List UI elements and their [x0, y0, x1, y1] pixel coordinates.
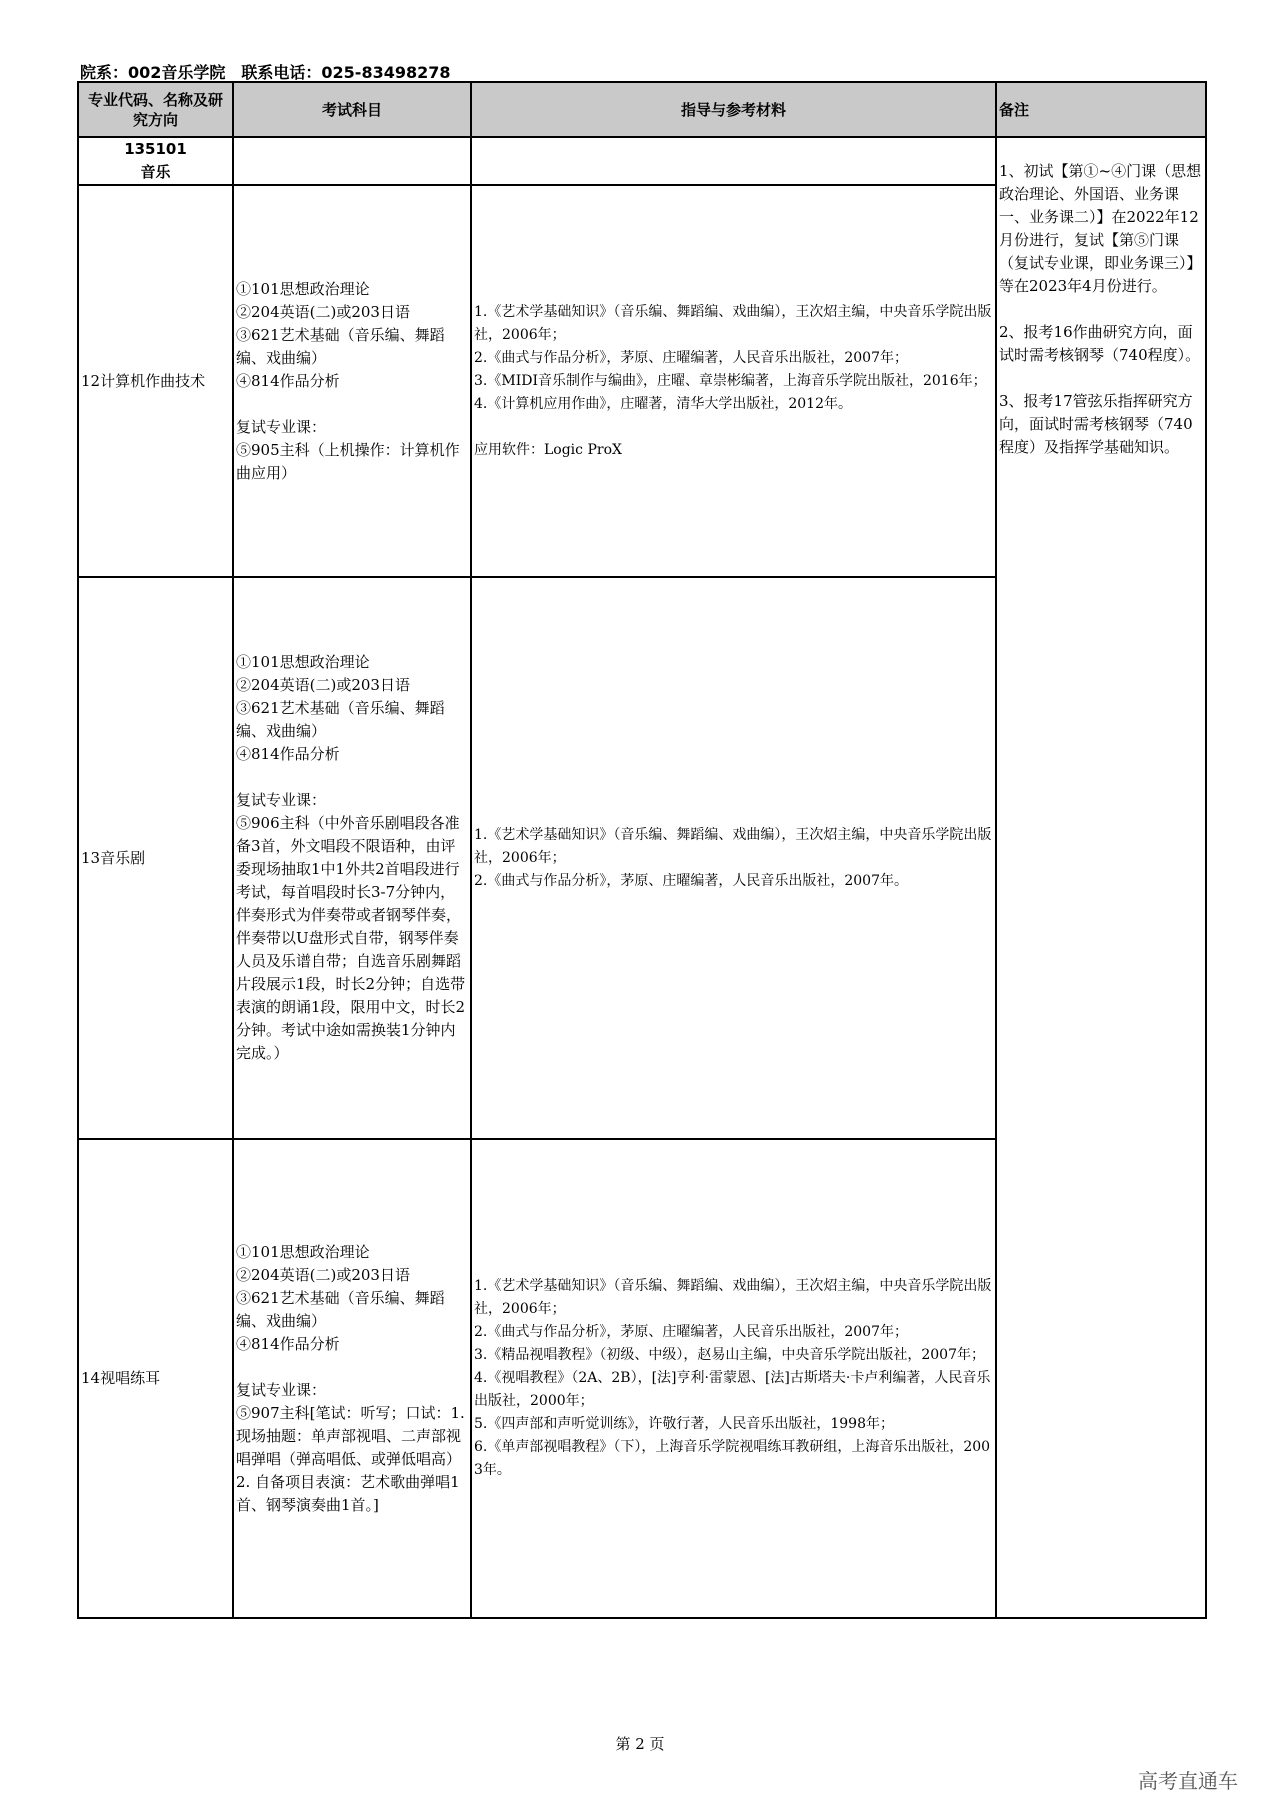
subjects-cell: ①101思想政治理论 ②204英语(二)或203日语 ③621艺术基础（音乐编、舞蹈编、戏曲编） ④814作品分析 复试专业课： ⑤905主科（上机操作：计算机作曲应用） — [233, 185, 471, 577]
page-number: 第 2 页 — [615, 1735, 665, 1753]
major-row — [78, 137, 1206, 185]
references-cell: 1.《艺术学基础知识》（音乐编、舞蹈编、戏曲编），王次炤主编，中央音乐学院出版社，2006年； 2.《曲式与作品分析》，茅原、庄曜编著，人民音乐出版社，2007年； 3.《精品视唱教程》（初级、中级），赵易山主编，中央音乐学院出版社，2007年； 4.《视唱教程》（2A、2B），[法]亨利·雷蒙恩、[法]古斯塔夫·卡卢利编著，人民音乐出版社，2000年； 5.《四声部和声听觉训练》，许敬行著，人民音乐出版社，1998年； 6.《单声部视唱教程》（下），上海音乐学院视唱练耳教研组，上海音乐出版社，2003年。 — [471, 1139, 996, 1618]
admissions-table — [77, 81, 1207, 1619]
watermark-text: 高考直通车 — [1138, 1769, 1238, 1793]
phone-label: 联系电话：025-83498278 — [241, 63, 451, 82]
remarks-cell: 1、初试【第①~④门课（思想政治理论、外国语、业务课一、业务课二）】在2022年12月份进行，复试【第⑤门课（复试专业课，即业务课三）】等在2023年4月份进行。 2、报考16作曲研究方向，面试时需考核钢琴（740程度）。 3、报考17管弦乐指挥研究方向，面试时需考核钢琴（740程度）及指挥学基础知识。 — [996, 137, 1206, 1618]
col-header-references: 指导与参考材料 — [471, 82, 996, 137]
major-subjects-empty — [233, 137, 471, 185]
major-code: 135101 — [124, 140, 187, 158]
page-header — [80, 60, 451, 83]
col-header-remarks: 备注 — [996, 82, 1206, 137]
references-cell: 1.《艺术学基础知识》（音乐编、舞蹈编、戏曲编），王次炤主编，中央音乐学院出版社，2006年； 2.《曲式与作品分析》，茅原、庄曜编著，人民音乐出版社，2007年； 3.《MIDI音乐制作与编曲》，庄曜、章崇彬编著，上海音乐学院出版社，2016年； 4.《计算机应用作曲》，庄曜著，清华大学出版社，2012年。 应用软件：Logic ProX — [471, 185, 996, 577]
header-row — [78, 82, 1206, 137]
col-header-major: 专业代码、名称及研究方向 — [78, 82, 233, 137]
subjects-cell: ①101思想政治理论 ②204英语(二)或203日语 ③621艺术基础（音乐编、舞蹈编、戏曲编） ④814作品分析 复试专业课： ⑤907主科[笔试：听写；口试：1.现场抽题：单声部视唱、二声部视唱弹唱（弹高唱低、或弹低唱高）2. 自备项目表演：艺术歌曲弹唱1首、钢琴演奏曲1首。] — [233, 1139, 471, 1618]
major-references-empty — [471, 137, 996, 185]
department-label: 院系：002音乐学院 — [80, 63, 226, 82]
col-header-subjects: 考试科目 — [233, 82, 471, 137]
references-cell: 1.《艺术学基础知识》（音乐编、舞蹈编、戏曲编），王次炤主编，中央音乐学院出版社，2006年； 2.《曲式与作品分析》，茅原、庄曜编著，人民音乐出版社，2007年。 — [471, 577, 996, 1139]
major-name: 音乐 — [140, 163, 171, 181]
direction-cell: 13音乐剧 — [78, 577, 233, 1139]
major-cell — [78, 137, 233, 185]
direction-cell: 12计算机作曲技术 — [78, 185, 233, 577]
direction-cell: 14视唱练耳 — [78, 1139, 233, 1618]
subjects-cell: ①101思想政治理论 ②204英语(二)或203日语 ③621艺术基础（音乐编、舞蹈编、戏曲编） ④814作品分析 复试专业课： ⑤906主科（中外音乐剧唱段各准备3首，外文唱段不限语种，由评委现场抽取1中1外共2首唱段进行考试，每首唱段时长3-7分钟内，伴奏形式为伴奏带或者钢琴伴奏，伴奏带以U盘形式自带，钢琴伴奏人员及乐谱自带；自选音乐剧舞蹈片段展示1段，时长2分钟；自选带表演的朗诵1段，限用中文，时长2分钟。考试中途如需换装1分钟内完成。） — [233, 577, 471, 1139]
